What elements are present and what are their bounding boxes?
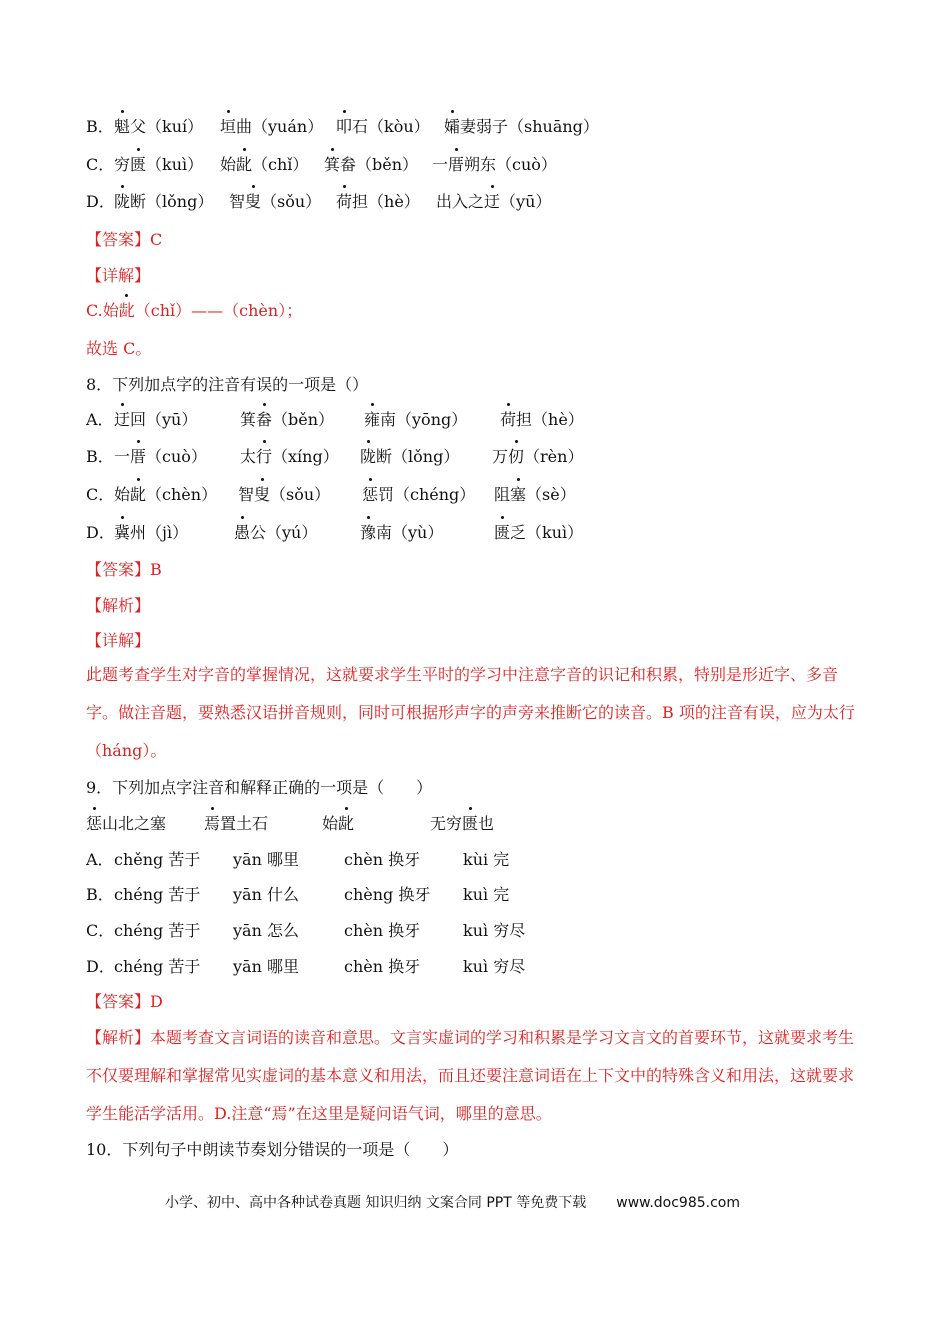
q10-stem: 10．下列句子中朗读节奏划分错误的一项是（ ） [86,1140,459,1159]
q9-explanation: 【解析】本题考查文言词语的读音和意思。文言实虚词的学习和积累是学习文言文的首要环节，这就要求考生不仅要理解和掌握常见实虚词的基本意义和用法，而且还要注意词语在上下文中的特殊含义和用法，这就要求学生能活学活用。D.注意“焉”在这里是疑问语气词，哪里的意思。 [86,1028,855,1123]
option-letter: B． [86,117,114,136]
item: 一厝朔东（cuò） [432,155,557,174]
item: 荷担（hè） [500,410,584,429]
q7-answer: 【答案】C [86,230,163,249]
q8-stem: 8．下列加点字的注音有误的一项是（） [86,375,369,394]
item: yān 怎么 [233,921,299,940]
item: 豫南（yù） [360,523,444,542]
option-letter: A． [86,850,114,869]
item: chèn 换牙 [344,850,421,869]
item: 始龀（chèn） [114,485,218,504]
item: kuì 穷尽 [463,957,526,976]
q9-stem: 9．下列加点字注音和解释正确的一项是（ ） [86,778,433,797]
item: yān 哪里 [233,850,299,869]
item: 阻塞（sè） [494,485,576,504]
item: 雍南（yōng） [364,410,468,429]
item: 太行（xíng） [240,447,339,466]
q8-analysis-label: 【解析】 [86,596,151,615]
item: yān 哪里 [233,957,299,976]
word: 焉置土石 [204,814,269,833]
item: chéng 苦于 [114,921,201,940]
page-footer [165,1192,740,1212]
item: chěng 苦于 [114,850,201,869]
option-letter: C． [86,921,115,940]
item: 穷匮（kuì） [114,155,204,174]
footer-url: www.doc985.com [616,1195,740,1211]
q7-detail-label: 【详解】 [86,266,151,285]
item: 迂回（yū） [114,410,198,429]
word: 无穷匮也 [430,814,495,833]
word: 始龀 [322,814,355,833]
option-letter: C． [86,155,115,174]
item: kuì 穷尽 [463,921,526,940]
item: chèn 换牙 [344,957,421,976]
option-letter: A． [86,410,114,429]
item: 荷担（hè） [336,192,420,211]
item: kuì 完 [463,885,510,904]
item: 一厝（cuò） [114,447,207,466]
item: 垣曲（yuán） [220,117,324,136]
footer-text: 小学、初中、高中各种试卷真题 知识归纳 文案合同 PPT 等免费下载 [165,1195,587,1211]
item: chéng 苦于 [114,885,201,904]
item: kùi 完 [463,850,510,869]
option-letter: D． [86,192,115,211]
q9-answer: 【答案】D [86,992,163,1011]
item: 冀州（jì） [114,523,189,542]
item: 始龀（chǐ） [220,155,309,174]
item: 惩罚（chéng） [362,485,476,504]
item: chèn 换牙 [344,921,421,940]
q7-conclusion: 故选 C。 [86,339,152,358]
item: 匮乏（kuì） [494,523,584,542]
item: 箕畚（běn） [240,410,335,429]
item: 愚公（yú） [234,523,318,542]
item: 箕畚（běn） [324,155,419,174]
option-letter: D． [86,523,115,542]
item: 魁父（kuí） [114,117,204,136]
q8-answer: 【答案】B [86,560,162,579]
item: chèng 换牙 [344,885,431,904]
q7-detail: C.始龀（chǐ）——（chèn）； [86,301,303,320]
option-letter: D． [86,957,115,976]
item: 出入之迂（yū） [436,192,552,211]
item: 智叟（sǒu） [238,485,331,504]
item: 叩石（kòu） [336,117,430,136]
option-letter: B． [86,447,114,466]
q8-detail-label: 【详解】 [86,631,151,650]
item: chéng 苦于 [114,957,201,976]
item: 万仞（rèn） [492,447,584,466]
word: 惩山北之塞 [86,814,167,833]
item: 陇断（lǒng） [360,447,460,466]
option-letter: C． [86,485,115,504]
q8-explanation: 此题考查学生对字音的掌握情况，这就要求学生平时的学习中注意字音的识记和积累，特别是形近字、多音字。做注音题，要熟悉汉语拼音规则，同时可根据形声字的声旁来推断它的读音。B 项的注音有误，应为太行（háng）。 [86,665,855,760]
item: 智叟（sǒu） [229,192,322,211]
item: 孀妻弱子（shuāng） [444,117,599,136]
option-letter: B． [86,885,114,904]
item: yān 什么 [233,885,299,904]
item: 陇断（lǒng） [114,192,214,211]
